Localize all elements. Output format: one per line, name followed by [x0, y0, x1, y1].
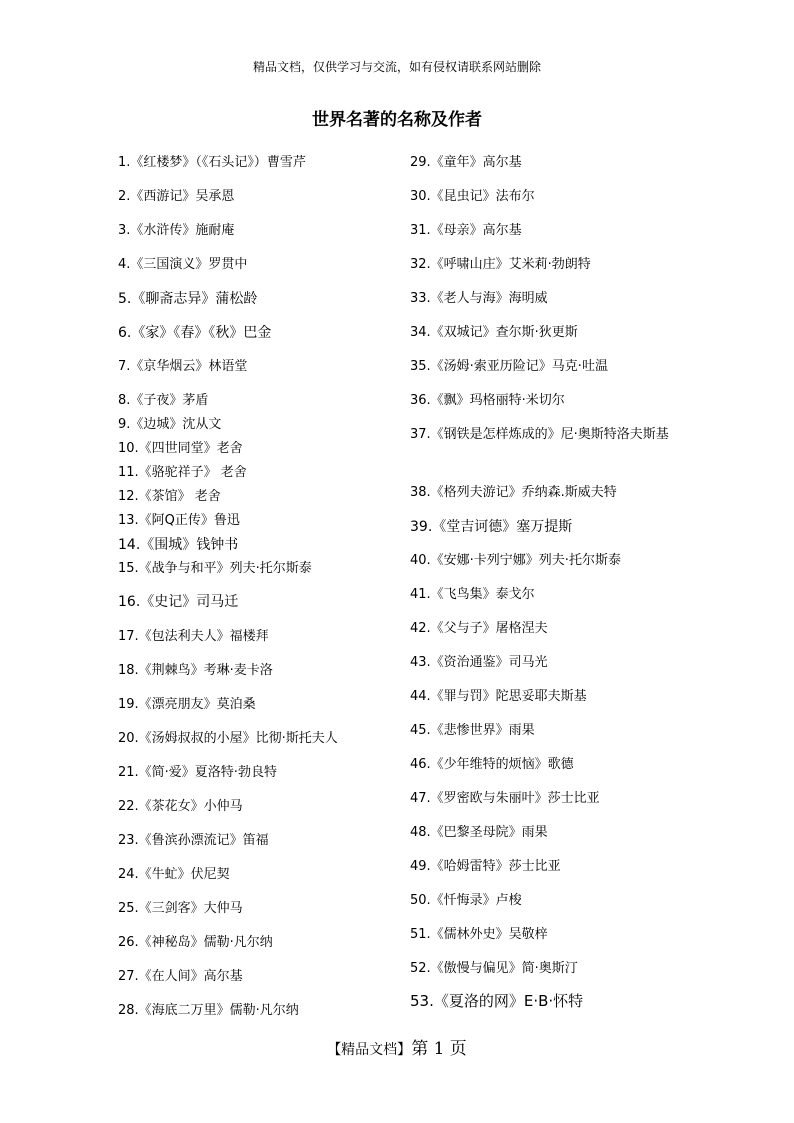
list-item: 36.《飘》玛格丽特·米切尔 — [410, 393, 565, 408]
list-item: 32.《呼啸山庄》艾米莉·勃朗特 — [410, 257, 591, 272]
list-item: 7.《京华烟云》林语堂 — [118, 359, 248, 374]
list-item: 50.《忏悔录》卢梭 — [410, 893, 522, 908]
list-item: 1.《红楼梦》（《石头记》）曹雪芹 — [118, 155, 306, 170]
list-item: 27.《在人间》高尔基 — [118, 969, 243, 984]
list-item: 44.《罪与罚》陀思妥耶夫斯基 — [410, 689, 587, 704]
list-item: 51.《儒林外史》吴敬梓 — [410, 927, 548, 942]
list-item: 43.《资治通鉴》司马光 — [410, 655, 548, 670]
list-item: 11.《骆驼祥子》 老舍 — [118, 465, 247, 480]
list-item: 6.《家》《春》《秋》巴金 — [118, 325, 272, 341]
list-item: 30.《昆虫记》法布尔 — [410, 189, 535, 204]
list-item: 26.《神秘岛》儒勒·凡尔纳 — [118, 935, 273, 950]
list-item: 39.《堂吉诃德》塞万提斯 — [410, 519, 573, 535]
list-item: 24.《牛虻》伏尼契 — [118, 867, 230, 882]
list-item: 38.《格列夫游记》乔纳森.斯威夫特 — [410, 485, 617, 500]
list-item: 22.《茶花女》小仲马 — [118, 799, 243, 814]
list-item: 49.《哈姆雷特》莎士比亚 — [410, 859, 561, 874]
list-item: 42.《父与子》屠格涅夫 — [410, 621, 548, 636]
list-item: 20.《汤姆叔叔的小屋》比彻·斯托夫人 — [118, 731, 338, 746]
list-item: 9.《边城》沈从文 — [118, 417, 222, 432]
list-item: 14.《围城》钱钟书 — [118, 537, 239, 553]
list-item: 53.《夏洛的网》E·B·怀特 — [410, 992, 584, 1010]
list-item: 5.《聊斋志异》蒲松龄 — [118, 291, 258, 307]
list-item: 31.《母亲》高尔基 — [410, 223, 522, 238]
footer-label: 【精品文档】 — [327, 1042, 412, 1058]
list-item: 33.《老人与海》海明威 — [410, 291, 548, 306]
list-item: 47.《罗密欧与朱丽叶》莎士比亚 — [410, 791, 600, 806]
list-item: 10.《四世同堂》老舍 — [118, 441, 243, 456]
page-number: 第 1 页 — [411, 1039, 467, 1059]
list-item: 23.《鲁滨孙漂流记》笛福 — [118, 833, 269, 848]
list-item: 17.《包法利夫人》福楼拜 — [118, 629, 269, 644]
list-item: 8.《子夜》茅盾 — [118, 393, 209, 408]
list-item: 15.《战争与和平》列夫·托尔斯泰 — [118, 561, 312, 576]
list-item: 18.《荆棘鸟》考琳·麦卡洛 — [118, 663, 273, 678]
list-item: 4.《三国演义》罗贯中 — [118, 257, 248, 272]
list-item: 35.《汤姆·索亚历险记》马克·吐温 — [410, 359, 608, 374]
list-item: 45.《悲惨世界》雨果 — [410, 723, 535, 738]
list-item: 12.《茶馆》 老舍 — [118, 489, 221, 504]
list-item: 25.《三剑客》大仲马 — [118, 901, 243, 916]
list-item: 3.《水浒传》施耐庵 — [118, 223, 235, 238]
list-item: 2.《西游记》吴承恩 — [118, 189, 235, 204]
list-item: 52.《傲慢与偏见》简·奥斯汀 — [410, 961, 578, 976]
list-item: 13.《阿Q正传》鲁迅 — [118, 513, 240, 528]
list-item: 29.《童年》高尔基 — [410, 155, 522, 170]
list-item: 21.《简·爱》夏洛特·勃良特 — [118, 765, 277, 780]
list-item: 28.《海底二万里》儒勒·凡尔纳 — [118, 1003, 299, 1018]
list-item: 19.《漂亮朋友》莫泊桑 — [118, 697, 256, 712]
list-item: 46.《少年维特的烦恼》歌德 — [410, 757, 574, 772]
list-item: 40.《安娜·卡列宁娜》列夫·托尔斯泰 — [410, 553, 621, 568]
list-item: 34.《双城记》查尔斯·狄更斯 — [410, 325, 578, 340]
page-title: 世界名著的名称及作者 — [312, 110, 482, 130]
list-item: 41.《飞鸟集》泰戈尔 — [410, 587, 535, 602]
document-header-notice: 精品文档，仅供学习与交流，如有侵权请联系网站删除 — [252, 60, 541, 74]
page-footer — [0, 1034, 794, 1059]
list-item: 48.《巴黎圣母院》雨果 — [410, 825, 548, 840]
list-item: 16.《史记》司马迁 — [118, 594, 239, 610]
list-item: 37.《钢铁是怎样炼成的》尼·奥斯特洛夫斯基 — [410, 427, 669, 442]
